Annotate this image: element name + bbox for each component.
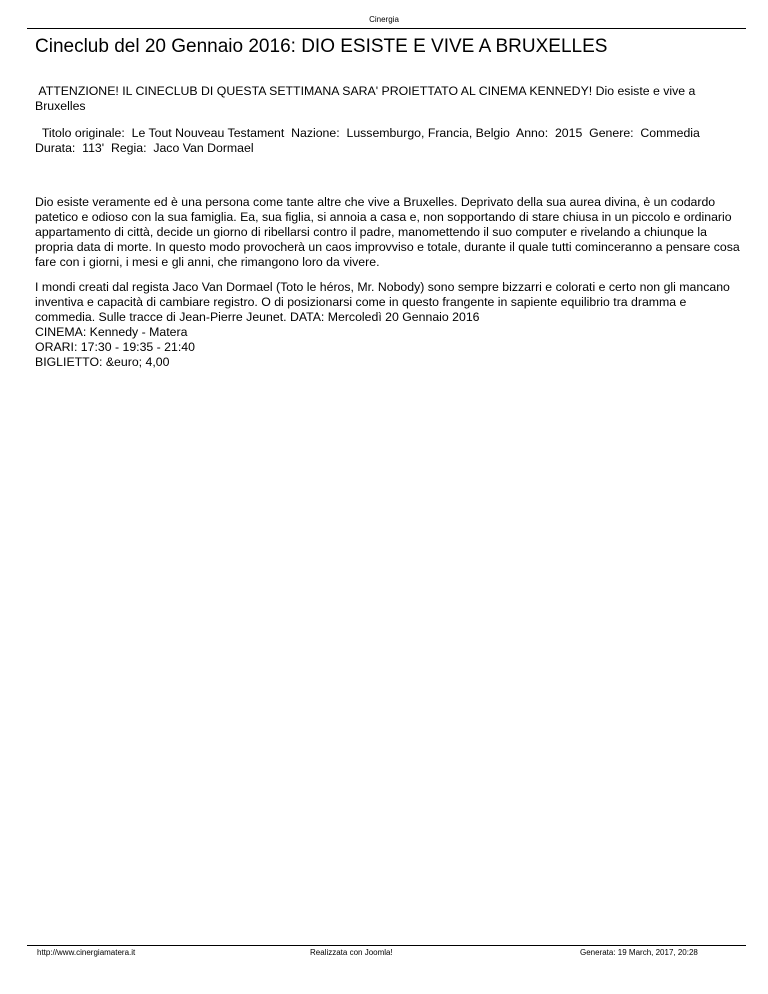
review-block (35, 280, 740, 370)
footer-credit: Realizzata con Joomla! (310, 948, 393, 957)
page-title: Cineclub del 20 Gennaio 2016: DIO ESISTE E VIVE A BRUXELLES (35, 36, 608, 57)
page-header: Cinergia (369, 15, 399, 24)
film-info-line: Durata: 113' Regia: Jaco Van Dormael (35, 141, 254, 155)
header-divider (27, 28, 746, 29)
cinema-info: CINEMA: Kennedy - Matera (35, 325, 188, 339)
synopsis-paragraph: Dio esiste veramente ed è una persona come tante altre che vive a Bruxelles. Deprivato della sua aurea divina, è un codardo patetico e odioso con la sua famiglia. Ea, sua figlia, si annoia a casa e, non sopportando di stare chiusa in un piccolo e ordinario appartamento di città, decide un giorno di ribellarsi contro il padre, manomettendo il suo computer e rivelando a chiunque la propria data di morte. In questo modo provocherà un caos improvviso e totale, durante il quale tutti cominceranno a pensare cosa fare con i giorni, i mesi e gli anni, che rimangono loro da vivere. (35, 195, 740, 269)
showtimes: ORARI: 17:30 - 19:35 - 21:40 (35, 340, 195, 354)
film-info (35, 126, 740, 156)
ticket-price: BIGLIETTO: &euro; 4,00 (35, 355, 170, 369)
footer-divider (27, 945, 746, 946)
film-info-line: Titolo originale: Le Tout Nouveau Testament Nazione: Lussemburgo, Francia, Belgio Anno: 2015 Genere: Commedia (35, 126, 700, 140)
footer-url: http://www.cinergiamatera.it (37, 948, 136, 957)
footer-generated: Generata: 19 March, 2017, 20:28 (580, 948, 698, 957)
notice-paragraph: ATTENZIONE! IL CINECLUB DI QUESTA SETTIMANA SARA' PROIETTATO AL CINEMA KENNEDY! Dio esiste e vive a Bruxelles (35, 84, 699, 113)
review-paragraph: I mondi creati dal regista Jaco Van Dormael (Toto le héros, Mr. Nobody) sono sempre bizzarri e colorati e certo non gli mancano inventiva e capacità di cambiare registro. O di posizionarsi come in questo frangente in sapiente equilibrio tra dramma e commedia. Sulle tracce di Jean-Pierre Jeunet. DATA: Mercoledì 20 Gennaio 2016 (35, 280, 730, 324)
